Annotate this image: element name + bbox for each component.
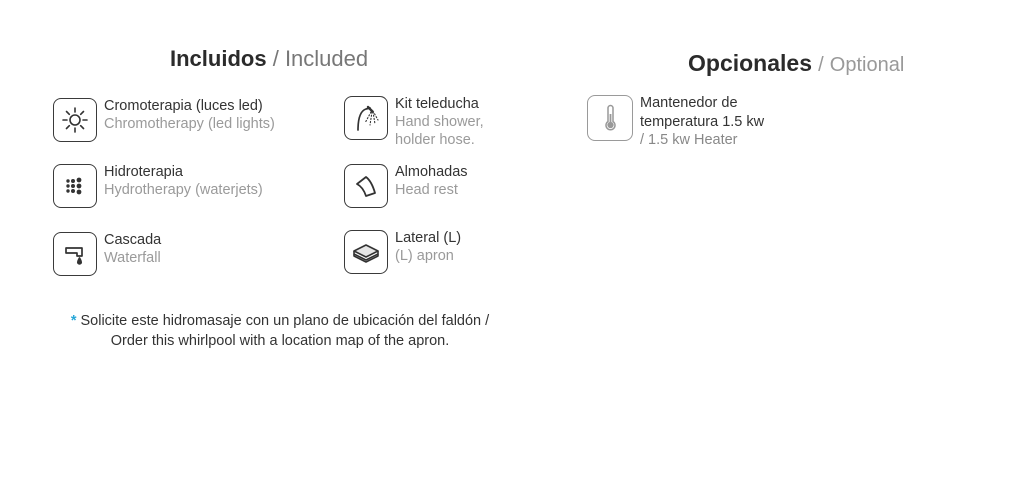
feature-label-en: / 1.5 kw Heater [640,132,738,148]
note-text: Solicite este hidromasaje con un plano de ubicación del faldón / Order this whirlpool with a location map of the apron. [80,313,490,349]
optional-separator: / [818,54,824,76]
optional-title-en: Optional [829,54,905,76]
included-title-es: Incluidos [170,46,267,71]
feature-label-es: Almohadas [395,164,468,180]
feature-label-en: Hydrotherapy (waterjets) [104,182,263,198]
feature-head-rest [344,164,468,208]
feature-label-es: Hidroterapia [104,164,183,180]
feature-hand-shower [344,96,484,149]
feature-label-es: Kit teleducha [395,96,479,112]
order-note [52,311,508,351]
included-heading [170,46,368,72]
optional-title-es: Opcionales [688,50,812,76]
head-rest-icon [344,164,388,208]
apron-panel-icon [344,230,388,274]
hydrotherapy-jets-icon [53,164,97,208]
feature-heater [587,95,764,150]
waterfall-spout-icon [53,232,97,276]
thermometer-icon [587,95,633,141]
chromotherapy-sun-icon [53,98,97,142]
feature-apron [344,230,461,274]
feature-label-en: Waterfall [104,250,161,266]
hand-shower-icon [344,96,388,140]
feature-label-es: Lateral (L) [395,230,462,246]
note-asterisk: * [70,313,77,329]
feature-label-es: Cromoterapia (luces led) [104,98,263,114]
feature-label-en: Chromotherapy (led lights) [104,116,275,132]
included-separator: / [272,46,279,71]
feature-label-en: (L) apron [395,248,454,264]
included-title-en: Included [284,46,369,71]
feature-label-en: Head rest [395,182,458,198]
feature-waterfall [53,232,161,276]
feature-label-es: Mantenedor de temperatura 1.5 kw [640,95,765,130]
feature-chromotherapy [53,98,275,142]
feature-label-es: Cascada [104,232,162,248]
optional-heading [688,50,904,77]
feature-label-en: Hand shower, holder hose. [395,114,484,148]
feature-hydrotherapy [53,164,263,208]
